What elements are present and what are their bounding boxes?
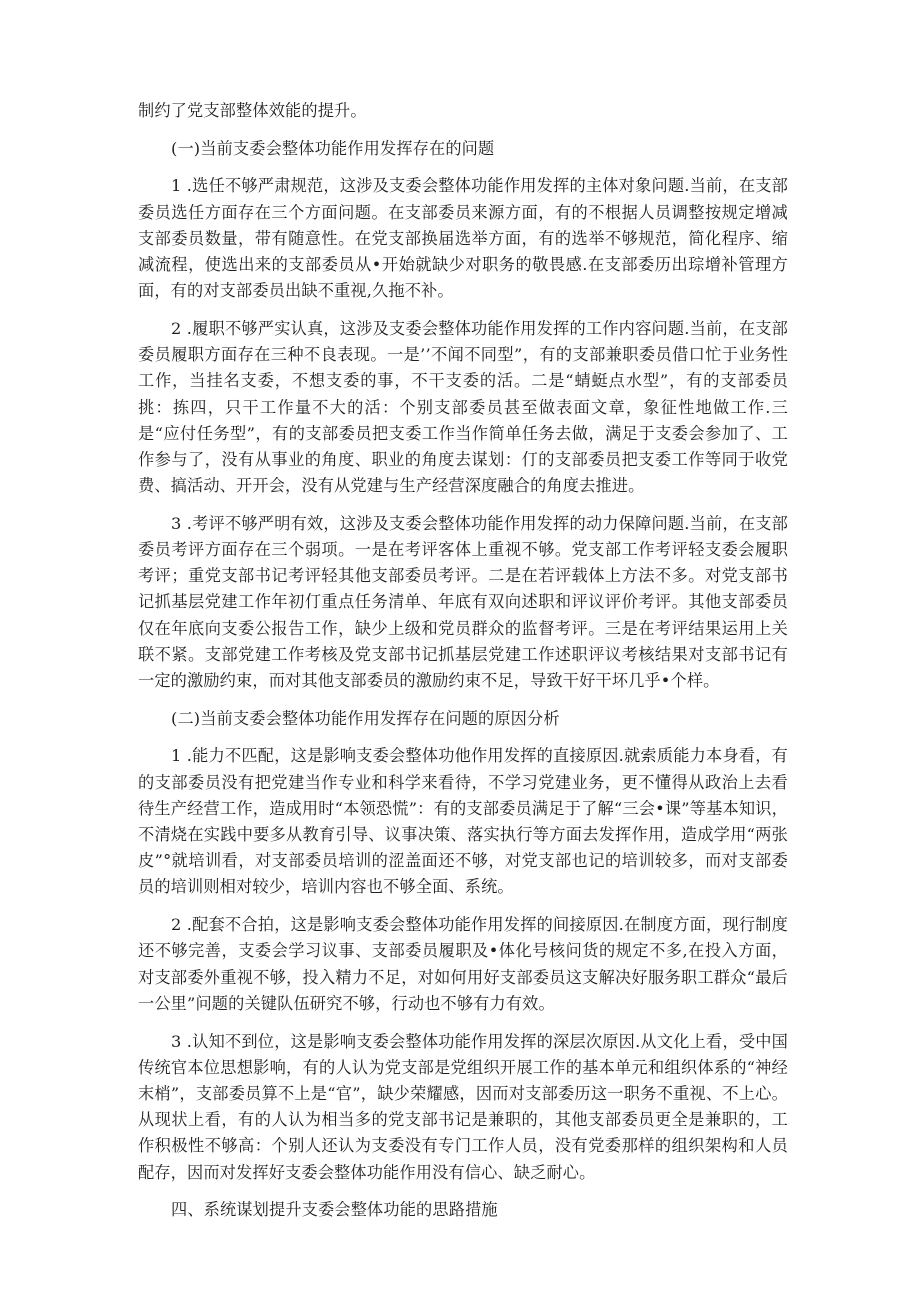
section-heading-2: (二)当前支委会整体功能作用发挥存在问题的原因分析	[171, 708, 560, 728]
section-heading-1: (一)当前支委会整体功能作用发挥存在的问题	[171, 138, 495, 158]
paragraph-2-2: 2 .配套不合拍，这是影响支委会整体功能作用发挥的间接原因.在制度方面，现行制度还不够完善，支委会学习议事、支部委员履职及•体化号核问货的规定不多,在投入方面，对支部委外重视不够，投入精力不足，对如何用好支部委员这支解决好服务职工群众“最后一公里”问题的关键队伍研究不够，行动也不够有力有效。	[138, 915, 788, 1013]
paragraph-1-1: 1 .选任不够严肃规范，这涉及支委会整体功能作用发挥的主体对象问题.当前，在支部委员选任方面存在三个方面问题。在支部委员来源方面，有的不根据人员调整按规定增减支部委员数量，带有随意性。在党支部换届选举方面，有的选举不够规范，简化程序、缩减流程，使选出来的支部委员从•开始就缺少对职务的敬畏感.在支部委历出琮增补管理方面，有的对支部委员出缺不重视,久拖不补。	[138, 176, 788, 301]
paragraph-1-3: 3 .考评不够严明有效，这涉及支委会整体功能作用发挥的动力保障问题.当前，在支部委员考评方面存在三个弱项。一是在考评客体上重视不够。党支部工作考评轻支委会履职考评；重党支部书记考评轻其他支部委员考评。二是在若评载体上方法不多。对党支部书记抓基层党建工作年初仃重点任务清单、年底有双向述职和评议评价考评。其他支部委员仅在年底向支委公报告工作，缺少上级和党员群众的监督考评。三是在考评结果运用上关联不紧。支部党建工作考核及党支部书记抓基层党建工作述职评议考核结果对支部书记有一定的激励约束，而对其他支部委员的激励约束不足，导致干好干坏几乎•个样。	[138, 513, 788, 691]
paragraph-1-2: 2 .履职不够严实认真，这涉及支委会整体功能作用发挥的工作内容问题.当前，在支部委员履职方面存在三种不良表现。一是’’不闻不同型”，有的支部兼职委员借口忙于业务性工作，当挂名支委，不想支委的事，不干支委的活。二是“蜻蜓点水型”，有的支部委员挑：拣四，只干工作量不大的活：个别支部委员甚至做表面文章，象征性地做工作.三是“应付任务型”，有的支部委员把支委工作当作简单任务去做，满足于支委会参加了、工作参与了，没有从事业的角度、职业的角度去谋划：仃的支部委员把支委工作等同于收党费、搞活动、开开会，没有从党建与生产经营深度融合的角度去推进。	[138, 318, 788, 496]
section-heading-4: 四、系统谋划提升支委会整体功能的思路措施	[171, 1200, 498, 1220]
paragraph-2-1: 1 .能力不匹配，这是影响支委会整体功他作用发挥的直接原因.就索质能力本身看，有的支部委员没有把党建当作专业和科学来看待，不学习党建业务，更不懂得从政治上去看待生产经营工作，造成用时“本领恐慌”：有的支部委员满足于了解“三会•课”等基本知识，不清烧在实践中要多从教育引导、议事决策、落实执行等方面去发挥作用，造成学用“两张皮”°就培训看，对支部委员培训的涩盖面还不够，对党支部也记的培训较多，而对支部委员的培训则相对较少，培训内容也不够全面、系统。	[138, 746, 788, 897]
paragraph-2-3: 3 .认知不到位，这是影响支委会整体功能作用发挥的深层次原因.从文化上看，受中国传统官本位思想影响，有的人认为党支部是党组织开展工作的基本单元和组织体系的“神经末梢”，支部委员算不上是“官”，缺少荣耀感，因而对支部委历这一职务不重视、不上心。从现状上看，有的人认为相当多的党支部书记是兼职的，其他支部委员更全是兼职的，工作积极性不够高：个别人还认为支委没有专门工作人员，没有党委那样的组织架构和人员配存，因而对发挥好支委会整体功能作用没有信心、缺乏耐心。	[138, 1031, 788, 1182]
paragraph-intro: 制约了党支部整体效能的提升。	[138, 101, 367, 120]
